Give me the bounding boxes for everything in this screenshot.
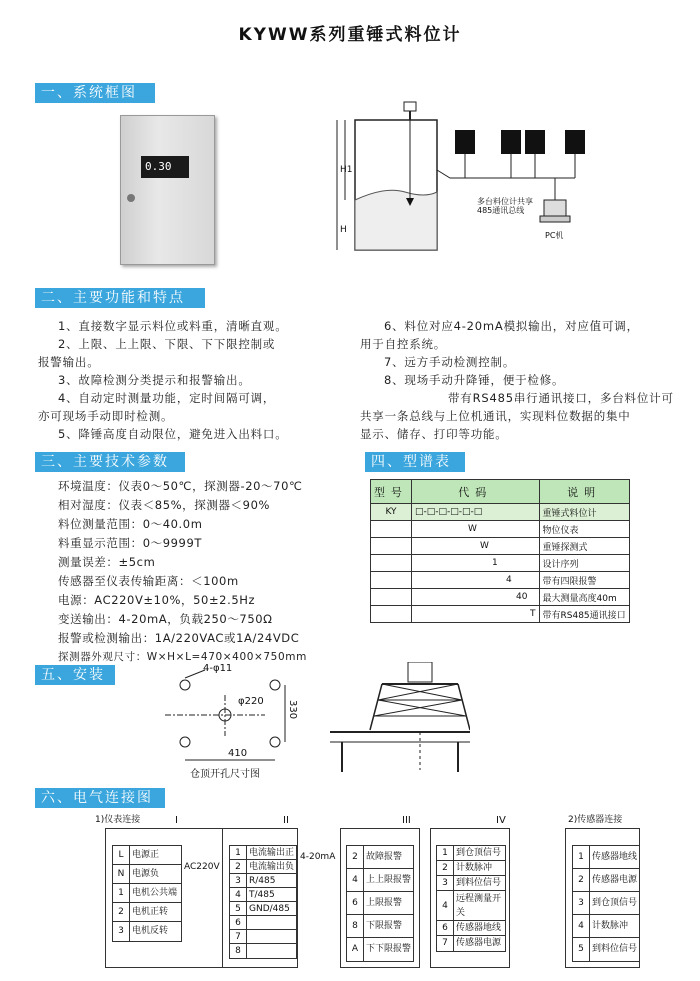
terminal-number: 4 [437,891,454,920]
terminal-row [113,903,181,922]
terminal-label: 电机公共端 [132,888,178,898]
spec-item: 变送输出：4-20mA，负载250～750Ω [58,612,273,626]
feature-6: 6、料位对应4-20mA模拟输出，对应值可调， [384,319,639,333]
terminal-number: N [113,865,130,883]
terminal-label [247,916,249,929]
spec-item: 电源：AC220V±10%，50±2.5Hz [58,593,256,607]
spec-item: 料重显示范围：0～9999T [58,536,203,550]
terminal-block-3 [346,845,414,962]
terminal-number: 5 [230,902,247,915]
meter-device-image [120,115,215,265]
section-header-install: 五、安装 [35,665,115,685]
section-header-system-diagram: 一、系统框图 [35,83,155,103]
code-cell: 1 [412,555,540,572]
terminal-number: L [113,846,130,864]
terminal-label: 故障报警 [366,852,403,862]
section-header-features: 二、主要功能和特点 [35,288,205,308]
terminal-row [437,936,505,951]
bus-label: 485通讯总线 [477,206,525,215]
ac-label: AC220V [184,862,220,872]
terminal-label: R/485 [249,876,276,886]
code-cell: T [412,606,540,623]
terminal-row [113,884,181,903]
terminal-label: 上限报警 [366,898,403,908]
terminal-label: 电流输出正 [249,848,295,858]
desc-cell: 设计序列 [539,555,629,572]
terminal-number: 5 [573,938,590,961]
terminal-label: 计数脉冲 [592,921,629,931]
desc-cell: 最大测量高度40m [539,589,629,606]
terminal-row [573,846,639,869]
width-label: 410 [228,748,248,759]
holes-label: 4-φ11 [203,663,233,674]
terminal-number: 4 [230,888,247,901]
terminal-label: 到仓顶信号 [592,898,638,908]
features-right [360,317,695,443]
terminal-number: 6 [347,892,364,914]
terminal-label: 远程测量开关 [456,894,502,918]
terminal-block-4 [436,845,506,952]
terminal-label: 电源负 [132,869,160,879]
terminal-row [230,846,296,860]
terminal-label: 到料位信号 [456,878,502,888]
terminal-label: 电机正转 [132,907,169,917]
model-cell: KY [371,504,412,521]
terminal-row [347,938,413,961]
terminal-row [437,846,505,861]
device-lock-icon [127,194,135,202]
terminal-label: 计数脉冲 [456,863,493,873]
terminal-number: 6 [230,916,247,929]
terminal-label: 下限报警 [366,921,403,931]
terminal-row [230,944,296,958]
feature-3: 3、故障检测分类提示和报警输出。 [58,373,251,387]
terminal-row [230,902,296,916]
feature-8: 8、现场手动升降锤，便于检修。 [384,373,565,387]
terminal-label: 到仓顶信号 [456,848,502,858]
model-table [370,479,630,623]
terminal-number: 2 [347,846,364,868]
hole-caption: 仓顶开孔尺寸图 [190,769,260,780]
code-cell: 4 [412,572,540,589]
spec-item: 相对湿度：仪表＜85%，探测器＜90% [58,498,271,512]
spec-item: 环境温度：仪表0～50℃，探测器-20～70℃ [58,479,303,493]
terminal-row [437,891,505,921]
spec-item: 料位测量范围：0～40.0m [58,517,203,531]
terminal-number: 1 [437,846,454,860]
terminal-number: 8 [230,944,247,958]
terminal-label [247,930,249,943]
terminal-block-1 [112,845,182,942]
section-header-tech-params: 三、主要技术参数 [35,452,185,472]
section-header-model-table: 四、型谱表 [365,452,465,472]
terminal-number: 7 [437,936,454,951]
terminal-number: A [347,938,364,961]
multi-meter-label: 多台料位计共享 [477,197,533,206]
feature-rs485: 带有RS485串行通讯接口，多台料位计可 [448,391,674,405]
code-cell: □-□-□-□-□-□ [412,504,540,521]
terminal-row [573,869,639,892]
terminal-row [230,860,296,874]
pc-label: PC机 [545,231,564,240]
feature-rs485-cont2: 显示、储存、打印等功能。 [360,427,508,441]
terminal-row [347,915,413,938]
terminal-row [573,892,639,915]
desc-cell: 重锤式料位计 [539,504,629,521]
terminal-row [113,865,181,884]
terminal-label: 传感器地线 [456,923,502,933]
terminal-row [437,861,505,876]
terminal-block-5 [572,845,640,962]
terminal-row [437,876,505,891]
feature-rs485-cont1: 共享一条总线与上位机通讯，实现料位数据的集中 [360,409,631,423]
ma-label: 4-20mA [300,852,336,862]
terminal-row [573,938,639,961]
terminal-row [347,869,413,892]
diagram-h1-label: H1 [340,165,353,175]
terminal-number: 6 [437,921,454,935]
spec-item: 报警或检测输出：1A/220VAC或1A/24VDC [58,631,300,645]
feature-5: 5、降锤高度自动限位，避免进入出料口。 [58,427,288,441]
terminal-number: 2 [113,903,130,921]
col-header-code: 代码 [412,480,540,504]
spec-list [58,477,358,667]
feature-7: 7、远方手动检测控制。 [384,355,516,369]
roman-3: III [402,815,411,826]
terminal-row [113,922,181,941]
meter-connection-label: 1)仪表连接 [95,815,141,825]
terminal-number: 2 [437,861,454,875]
features-left [38,317,348,443]
spec-item: 探测器外观尺寸：W×H×L=470×400×750mm [58,651,307,663]
terminal-row [437,921,505,936]
diameter-label: φ220 [238,696,264,707]
terminal-label: 传感器电源 [456,938,502,948]
terminal-row [230,874,296,888]
height-label: 330 [287,700,298,720]
sensor-connection-label: 2)传感器连接 [568,815,623,825]
code-cell: 40 [412,589,540,606]
feature-4-cont: 亦可现场手动即时检测。 [38,409,174,423]
terminal-number: 3 [437,876,454,890]
section-header-wiring: 六、电气连接图 [35,788,165,808]
desc-cell: 重锤探测式 [539,538,629,555]
col-header-desc: 说明 [539,480,629,504]
terminal-label: 到料位信号 [592,944,638,954]
terminal-number: 1 [230,846,247,859]
device-readout: 0.30 [145,160,172,173]
roman-4: IV [496,815,506,826]
terminal-row [573,915,639,938]
diagram-h-label: H [340,225,347,235]
terminal-row [347,846,413,869]
terminal-block-2 [229,845,297,959]
terminal-number: 1 [113,884,130,902]
feature-6-cont: 用于自控系统。 [360,337,447,351]
feature-4: 4、自动定时测量功能，定时间隔可调， [58,391,276,405]
terminal-label: 电流输出负 [249,862,295,872]
page-title: KYWW系列重锤式料位计 [238,25,462,45]
device-display [141,156,189,178]
terminal-row [230,930,296,944]
terminal-label: 传感器地线 [592,852,638,862]
terminal-number: 7 [230,930,247,943]
terminal-number: 2 [573,869,590,891]
terminal-label: 电机反转 [132,926,169,936]
terminal-row [230,916,296,930]
terminal-row [230,888,296,902]
terminal-label [247,944,249,958]
terminal-label: 传感器电源 [592,875,638,885]
spec-item: 传感器至仪表传输距离：＜100m [58,574,239,588]
feature-2: 2、上限、上上限、下限、下下限控制或 [58,337,276,351]
mounting-frame-drawing [330,662,470,774]
code-cell: W [412,538,540,555]
terminal-number: 3 [230,874,247,887]
terminal-label: 上上限报警 [366,875,412,885]
code-cell: W [412,521,540,538]
col-header-model: 型号 [371,480,412,504]
terminal-number: 2 [230,860,247,873]
terminal-number: 1 [573,846,590,868]
feature-2-cont: 报警输出。 [38,355,100,369]
terminal-row [113,846,181,865]
terminal-number: 3 [113,922,130,941]
spec-item: 测量误差：±5cm [58,555,156,569]
terminal-number: 3 [573,892,590,914]
terminal-number: 8 [347,915,364,937]
desc-cell: 带有RS485通讯接口 [539,606,629,623]
terminal-label: 电源正 [132,850,160,860]
roman-2: II [283,815,289,826]
terminal-label: GND/485 [249,904,290,914]
terminal-label: T/485 [249,890,275,900]
roman-1: I [175,815,178,826]
desc-cell: 带有四限报警 [539,572,629,589]
terminal-row [347,892,413,915]
feature-1: 1、直接数字显示料位或料重，清晰直观。 [58,319,288,333]
terminal-label: 下下限报警 [366,944,412,954]
terminal-number: 4 [347,869,364,891]
desc-cell: 物位仪表 [539,521,629,538]
terminal-number: 4 [573,915,590,937]
